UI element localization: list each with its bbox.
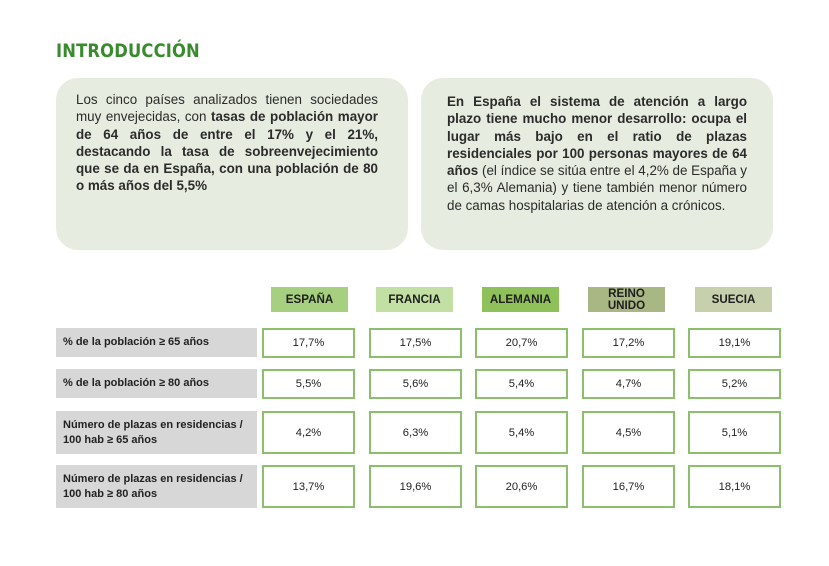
intro-left-bold-text: tasas de población mayor de 64 años de entre el 17% y el 21%, destacando la tasa de sobreenvejecimiento que se da en España, con una población de 80 o más años del 5,5%: [76, 109, 378, 194]
table-cell: 18,1%: [688, 465, 781, 508]
table-cell: 17,5%: [369, 328, 462, 358]
table-cell: 4,7%: [582, 369, 675, 399]
intro-box-right: [421, 78, 773, 250]
column-header-suecia: SUECIA: [695, 287, 772, 312]
table-cell: 4,2%: [262, 411, 355, 454]
table-cell: 4,5%: [582, 411, 675, 454]
row-label: Número de plazas en residencias / 100 hab ≥ 80 años: [56, 465, 257, 508]
row-label: % de la población ≥ 80 años: [56, 369, 257, 398]
table-cell: 5,1%: [688, 411, 781, 454]
intro-right-bold-text: En España el sistema de atención a largo plazo tiene mucho menor desarrollo: ocupa el lugar más bajo en el ratio de plazas residenciales por 100 personas mayores de 64 años: [447, 94, 747, 179]
table-cell: 5,5%: [262, 369, 355, 399]
intro-box-left: [56, 78, 408, 250]
row-label: Número de plazas en residencias / 100 hab ≥ 65 años: [56, 411, 257, 454]
table-cell: 5,6%: [369, 369, 462, 399]
column-header-francia: FRANCIA: [376, 287, 453, 312]
table-cell: 5,4%: [475, 411, 568, 454]
table-cell: 17,7%: [262, 328, 355, 358]
table-cell: 20,6%: [475, 465, 568, 508]
column-header-alemania: ALEMANIA: [482, 287, 559, 312]
table-cell: 5,2%: [688, 369, 781, 399]
table-cell: 19,6%: [369, 465, 462, 508]
table-cell: 13,7%: [262, 465, 355, 508]
table-cell: 17,2%: [582, 328, 675, 358]
intro-left-text: Los cinco países analizados tienen sociedades muy envejecidas, con: [76, 92, 378, 125]
column-header-reino-unido: REINO UNIDO: [588, 287, 665, 312]
column-header-espana: ESPAÑA: [271, 287, 348, 312]
table-cell: 5,4%: [475, 369, 568, 399]
table-cell: 19,1%: [688, 328, 781, 358]
intro-right-text: (el índice se sitúa entre el 4,2% de España y el 6,3% Alemania) y tiene también menor número de camas hospitalarias de atención a crónicos.: [447, 163, 747, 213]
page-title: INTRODUCCIÓN: [56, 40, 200, 62]
table-cell: 16,7%: [582, 465, 675, 508]
table-cell: 6,3%: [369, 411, 462, 454]
table-cell: 20,7%: [475, 328, 568, 358]
row-label: % de la población ≥ 65 años: [56, 328, 257, 357]
